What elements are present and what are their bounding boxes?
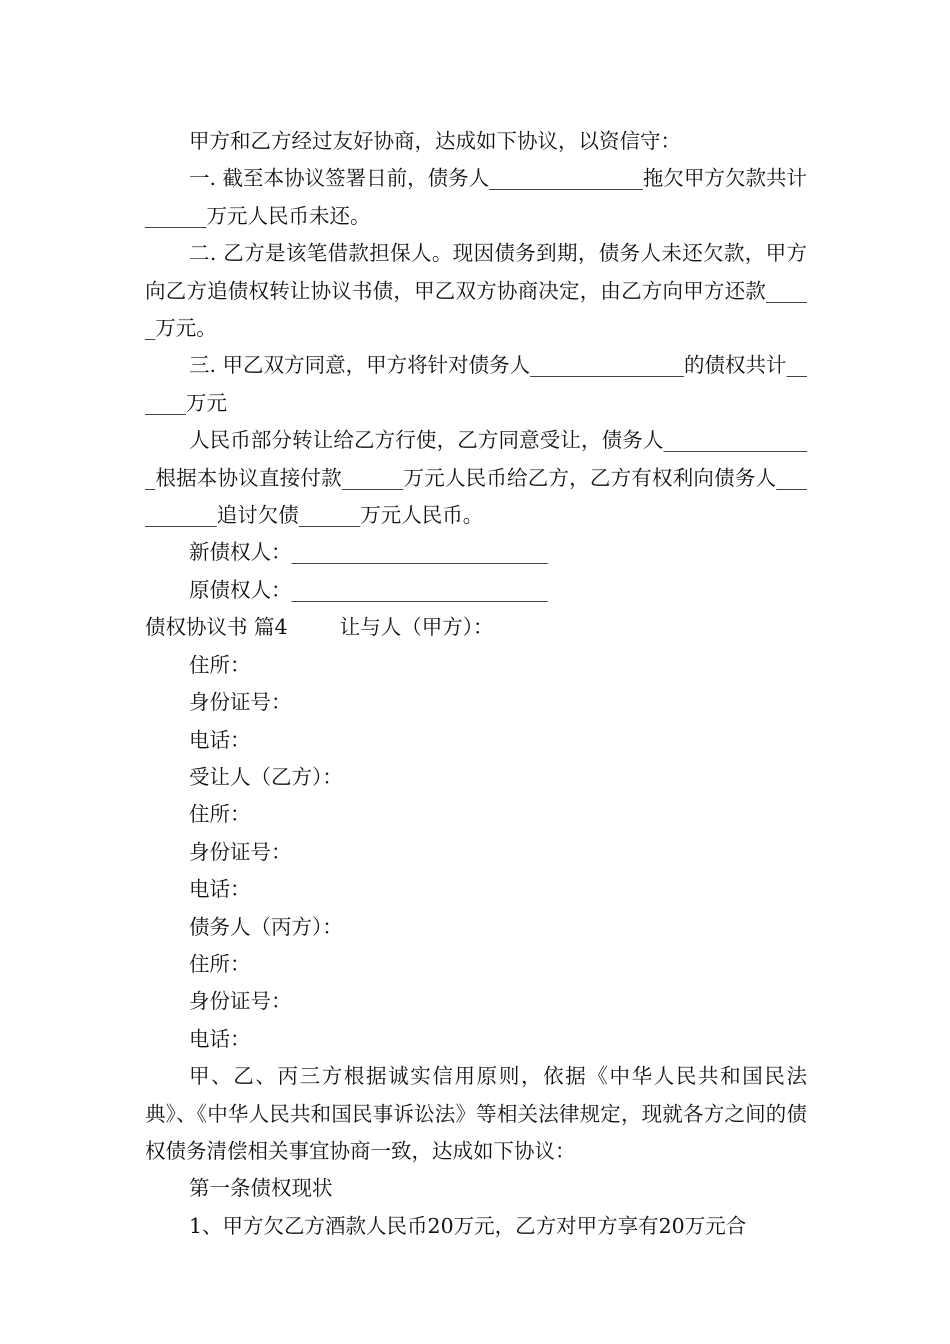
assignee-id-field: 身份证号： [189, 839, 292, 864]
legal-basis-paragraph: 甲、乙、丙三方根据诚实信用原则，依据《中华人民共和国民法典》、《中华人民共和国民事诉讼法》等相关法律规定，现就各方之间的债权债务清偿相关事宜协商一致，达成如下协议： [145, 1064, 807, 1163]
section-heading-gap [288, 615, 340, 639]
assignor-phone-field: 电话： [189, 727, 251, 752]
clause-three-paragraph: 三. 甲乙双方同意，甲方将针对债务人_______________的债权共计______万元 [145, 353, 807, 415]
debtor-phone-field: 电话： [189, 1026, 251, 1051]
assignee-phone-field: 电话： [189, 877, 251, 902]
original-creditor-signature-line: 原债权人：_________________________ [189, 577, 548, 602]
clause-one-paragraph: 一. 截至本协议签署日前，债务人_______________拖欠甲方欠款共计______万元人民币未还。 [145, 166, 807, 228]
section-heading-row [145, 609, 807, 646]
article-one-item-one: 1、甲方欠乙方酒款人民币20万元，乙方对甲方享有20万元合 [189, 1213, 747, 1238]
document-body [145, 123, 807, 1245]
clause-three-continued-paragraph: 人民币部分转让给乙方行使，乙方同意受让，债务人_______________根据本协议直接付款______万元人民币给乙方，乙方有权利向债务人__________追讨欠债______万元人民币。 [145, 428, 807, 528]
assignor-address-field: 住所： [189, 652, 251, 677]
clause-two-paragraph: 二. 乙方是该笔借款担保人。现因债务到期，债务人未还欠款，甲方向乙方追债权转让协议书债，甲乙双方协商决定，由乙方向甲方还款_____万元。 [145, 241, 807, 341]
article-one-heading: 第一条债权现状 [189, 1176, 333, 1201]
section-heading: 债权协议书 篇4 [145, 615, 288, 640]
assignor-party-label: 让与人（甲方）： [339, 615, 494, 640]
new-creditor-signature-line: 新债权人：_________________________ [189, 540, 548, 565]
assignee-address-field: 住所： [189, 802, 251, 827]
debtor-id-field: 身份证号： [189, 989, 292, 1014]
intro-paragraph: 甲方和乙方经过友好协商，达成如下协议，以资信守： [189, 129, 681, 153]
debtor-party-label: 债务人（丙方）： [189, 914, 343, 939]
debtor-address-field: 住所： [189, 951, 251, 976]
assignor-id-field: 身份证号： [189, 690, 292, 715]
assignee-party-label: 受让人（乙方）： [189, 764, 343, 789]
